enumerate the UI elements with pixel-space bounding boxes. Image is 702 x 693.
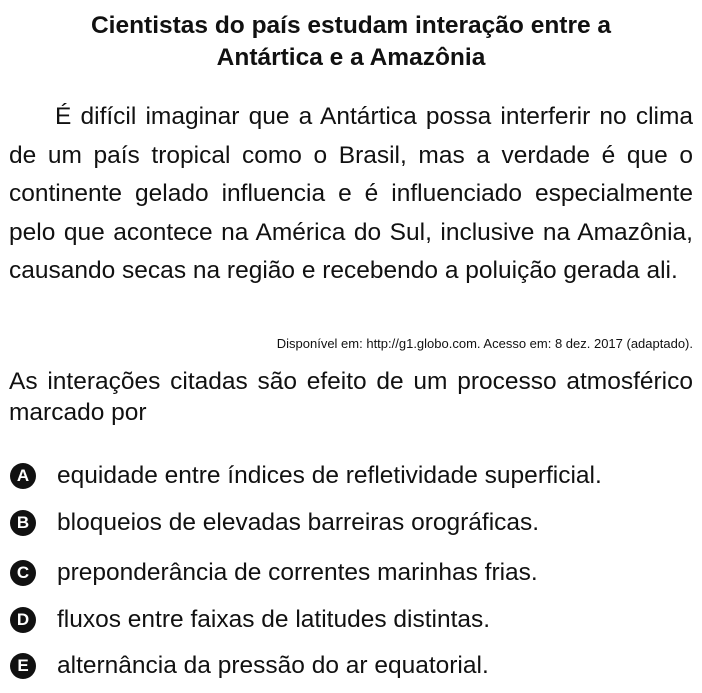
option-a-letter-badge: A bbox=[10, 463, 36, 489]
option-d-letter-badge: D bbox=[10, 607, 36, 633]
option-a-text: equidade entre índices de refletividade superficial. bbox=[57, 462, 602, 489]
option-a[interactable] bbox=[10, 458, 694, 494]
article-title bbox=[0, 10, 702, 74]
option-b[interactable] bbox=[10, 505, 694, 541]
option-b-text: bloqueios de elevadas barreiras orográficas. bbox=[57, 509, 540, 536]
option-b-letter-badge: B bbox=[10, 510, 36, 536]
option-d-text: fluxos entre faixas de latitudes distintas. bbox=[57, 606, 491, 633]
article-paragraph: É difícil imaginar que a Antártica possa interferir no clima de um país tropical como o Brasil, mas a verdade é que o continente gelado influencia e é influenciado especialmente pelo que acontece na América do Sul, inclusive na Amazônia, causando secas na região e recebendo a poluição gerada ali. bbox=[9, 103, 693, 284]
option-c-text: preponderância de correntes marinhas frias. bbox=[57, 559, 538, 586]
option-e[interactable] bbox=[10, 648, 694, 684]
option-c-letter-badge: C bbox=[10, 560, 36, 586]
source-citation: Disponível em: http://g1.globo.com. Acesso em: 8 dez. 2017 (adaptado). bbox=[276, 336, 693, 351]
article-title-line-2: Antártica e a Amazônia bbox=[216, 44, 486, 71]
question-stem: As interações citadas são efeito de um processo atmosférico marcado por bbox=[9, 368, 693, 426]
option-c[interactable] bbox=[10, 555, 694, 591]
option-d[interactable] bbox=[10, 602, 694, 638]
option-e-text: alternância da pressão do ar equatorial. bbox=[57, 652, 489, 679]
article-title-line-1: Cientistas do país estudam interação entre a bbox=[90, 12, 612, 39]
option-e-letter-badge: E bbox=[10, 653, 36, 679]
